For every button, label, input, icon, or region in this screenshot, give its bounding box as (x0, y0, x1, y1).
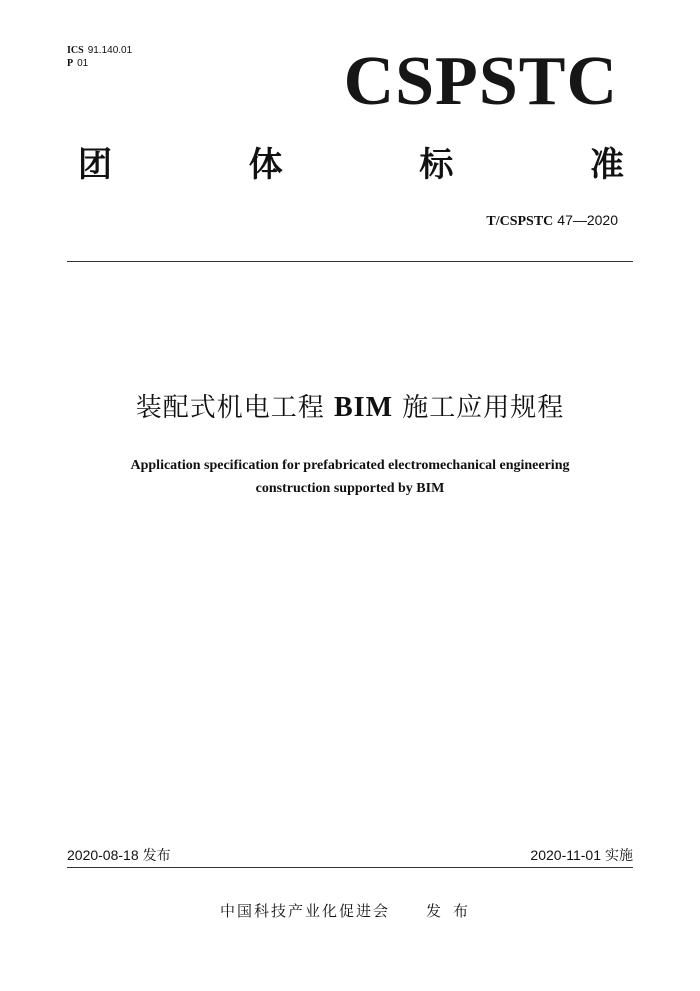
publish-date: 2020-08-18 (67, 847, 139, 863)
publisher-name: 中国科技产业化促进会 (219, 902, 390, 920)
implement-label: 实施 (605, 848, 633, 864)
standard-type-char-2: 体 (248, 145, 283, 185)
p-line (67, 57, 132, 70)
implement-date: 2020-11-01 (530, 847, 601, 863)
standard-type-char-3: 标 (419, 145, 454, 185)
standard-type (78, 143, 624, 187)
p-label: P (67, 58, 74, 69)
title-english (60, 454, 640, 500)
title-chinese (0, 390, 700, 426)
standard-number (486, 211, 618, 231)
ics-line (67, 44, 132, 57)
standard-number-prefix: T/CSPSTC (486, 214, 554, 229)
organization-logo: CSPSTC (343, 43, 618, 120)
publisher-action: 发布 (426, 902, 481, 920)
top-divider (67, 261, 633, 262)
publisher-line (0, 900, 700, 922)
standard-number-value: 47—2020 (557, 212, 618, 228)
bottom-divider (67, 867, 633, 868)
p-value: 01 (77, 58, 89, 69)
ics-label: ICS (67, 45, 84, 56)
title-cn-latin: BIM (334, 392, 393, 423)
publish-label: 发布 (142, 848, 171, 864)
ics-block (67, 44, 132, 70)
title-en-line-2: construction supported by BIM (255, 481, 445, 496)
publish-date-block (67, 846, 171, 865)
standard-type-char-1: 团 (78, 145, 112, 185)
title-en-line-1: Application specification for prefabricated electromechanical engineering (130, 458, 570, 473)
standard-type-char-4: 准 (589, 145, 624, 185)
implement-date-block (530, 846, 633, 865)
title-cn-part1: 装配式机电工程 (135, 393, 325, 423)
ics-value: 91.140.01 (87, 45, 133, 56)
title-cn-part2: 施工应用规程 (402, 393, 565, 423)
